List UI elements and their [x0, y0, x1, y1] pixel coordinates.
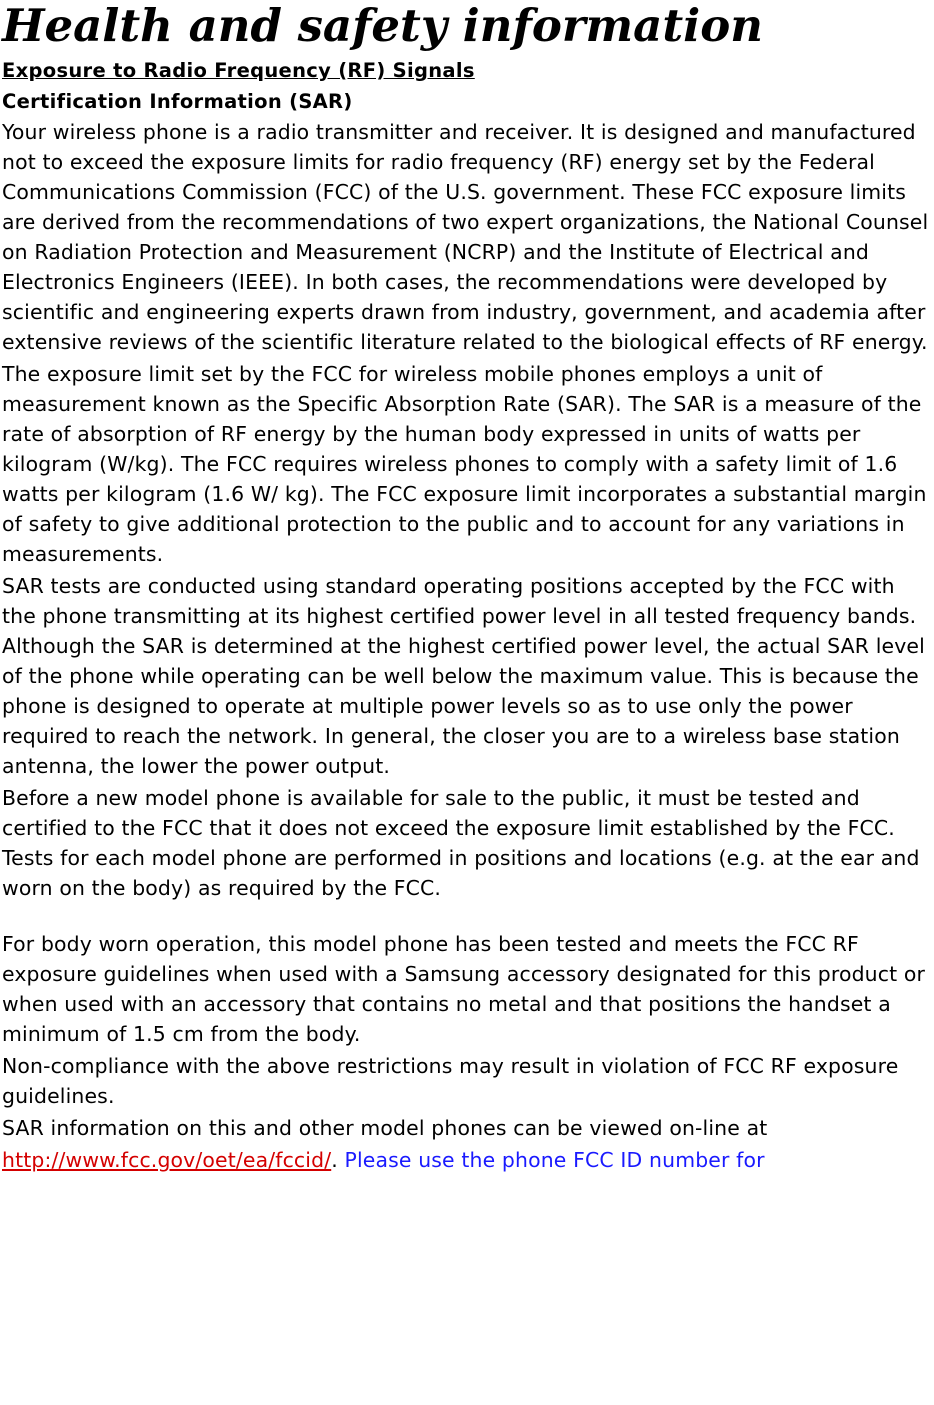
paragraph-sar-definition: The exposure limit set by the FCC for wireless mobile phones employs a unit of measurement known as the Specific Absorption Rate (SAR). The SAR is a measure of the rate of absorption of RF energy by the human body expressed in units of watts per kilogram (W/kg). The FCC requires wireless phones to comply with a safety limit of 1.6 watts per kilogram (1.6 W/ kg). The FCC exposure limit incorporates a substantial margin of safety to give additional protection to the public and to account for any variations in measurements. — [2, 362, 927, 566]
paragraph-certification: Before a new model phone is available for sale to the public, it must be tested and certified to the FCC that it does not exceed the exposure limit established by the FCC. Tests for each model phone are performed in positions and locations (e.g. at the ear and worn on the body) as required by the FCC. — [2, 786, 920, 900]
paragraph-sar-online: SAR information on this and other model phones can be viewed on-line at — [2, 1116, 768, 1140]
fcc-id-link[interactable]: http://www.fcc.gov/oet/ea/fccid/ — [2, 1148, 332, 1172]
page-title: Health and safety information — [2, 0, 763, 52]
section-heading: Exposure to Radio Frequency (RF) Signals — [2, 59, 475, 82]
link-suffix: . — [331, 1148, 338, 1172]
paragraph-fcc-overview: Your wireless phone is a radio transmitter and receiver. It is designed and manufactured not to exceed the exposure limits for radio frequency (RF) energy set by the Federal Communications Commission (FCC) of the U.S. government. These FCC exposure limits are derived from the recommendations of two expert organizations, the National Counsel on Radiation Protection and Measurement (NCRP) and the Institute of Electrical and Electronics Engineers (IEEE). In both cases, the recommendations were developed by scientific and engineering experts drawn from industry, government, and academia after extensive reviews of the scientific literature related to the biological effects of RF energy. — [2, 120, 929, 354]
subsection-heading: Certification Information (SAR) — [2, 90, 353, 113]
paragraph-sar-tests: SAR tests are conducted using standard operating positions accepted by the FCC with the phone transmitting at its highest certified power level in all tested frequency bands. Although the SAR is determined at the highest certified power level, the actual SAR level of the phone while operating can be well below the maximum value. This is because the phone is designed to operate at multiple power levels so as to use only the power required to reach the network. In general, the closer you are to a wireless base station antenna, the lower the power output. — [2, 574, 925, 778]
paragraph-link-line — [2, 1145, 932, 1175]
paragraph-non-compliance: Non-compliance with the above restrictions may result in violation of FCC RF exposure guidelines. — [2, 1054, 899, 1108]
paragraph-body-worn: For body worn operation, this model phone has been tested and meets the FCC RF exposure guidelines when used with a Samsung accessory designated for this product or when used with an accessory that contains no metal and that positions the handset a minimum of 1.5 cm from the body. — [2, 932, 926, 1046]
fcc-id-instruction: Please use the phone FCC ID number for — [344, 1148, 765, 1172]
document-page — [2, 0, 932, 1177]
